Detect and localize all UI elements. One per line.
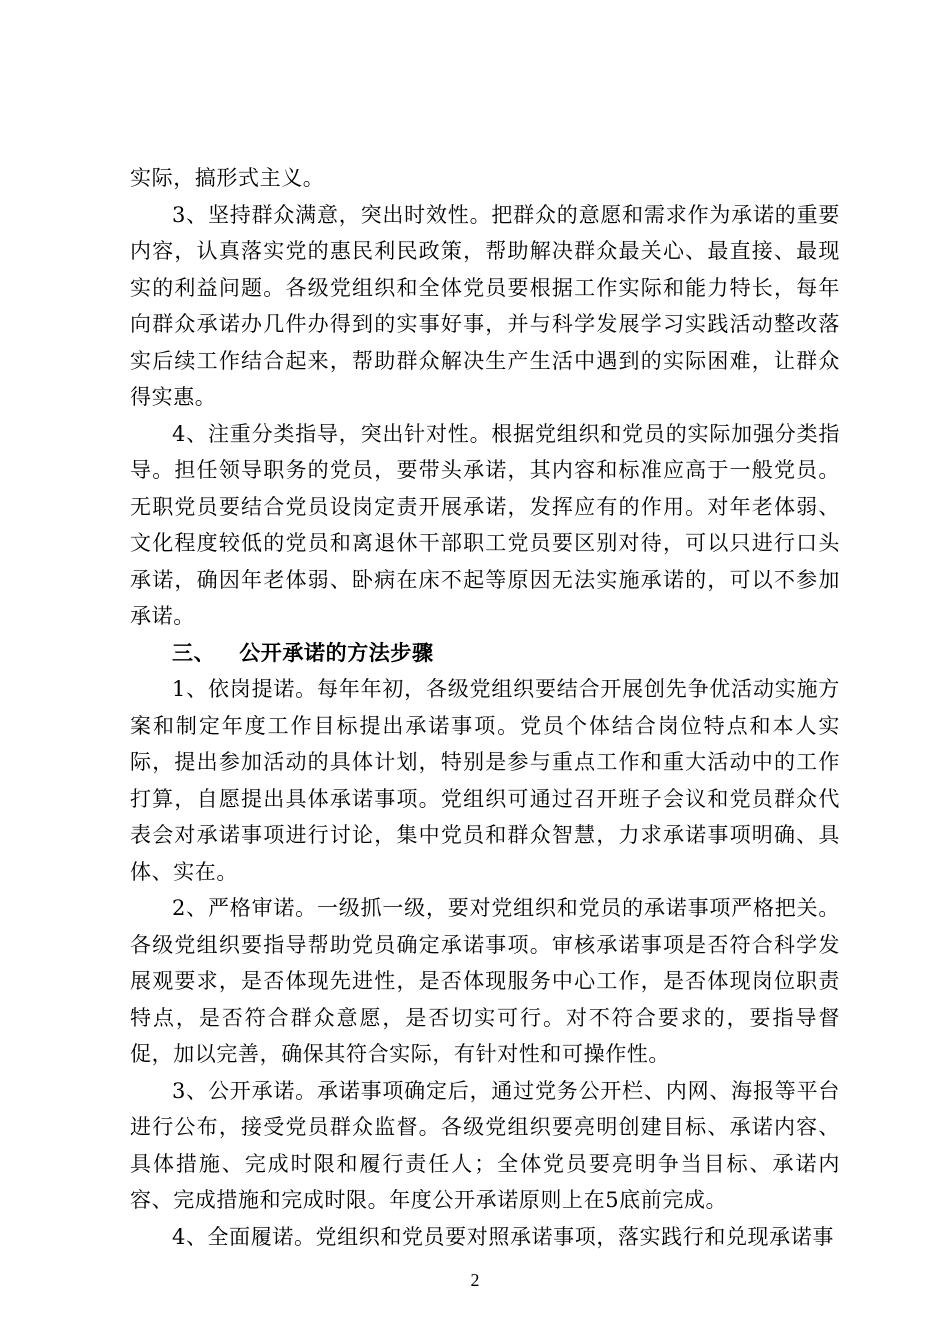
- section-number: 三、: [172, 639, 216, 665]
- step-paragraph-4: 4、全面履诺。党组织和党员要对照承诺事项，落实践行和兑现承诺事: [172, 1224, 834, 1249]
- paragraph-continuation: 实际，搞形式主义。: [130, 166, 325, 190]
- section-title: 公开承诺的方法步骤: [239, 639, 434, 665]
- step-paragraph-3: 3、公开承诺。承诺事项确定后，通过党务公开栏、内网、海报等平台进行公布，接受党员群众监督。各级党组织要亮明创建目标、承诺内容、具体措施、完成时限和履行责任人；全体党员要亮明争当目标、承诺内容、完成措施和完成时限。年度公开承诺原则上在5底前完成。: [130, 1078, 840, 1212]
- page-number: 2: [470, 1270, 480, 1290]
- step-paragraph-1: 1、依岗提诺。每年年初，各级党组织要结合开展创先争优活动实施方案和制定年度工作目标提出承诺事项。党员个体结合岗位特点和本人实际，提出参加活动的具体计划，特别是参与重点工作和重大活动中的工作打算，自愿提出具体承诺事项。党组织可通过召开班子会议和党员群众代表会对承诺事项进行讨论，集中党员和群众智慧，力求承诺事项明确、具体、实在。: [130, 677, 840, 884]
- section-heading: [130, 635, 840, 672]
- document-body: [130, 160, 840, 1255]
- paragraph-item-4: 4、注重分类指导，突出针对性。根据党组织和党员的实际加强分类指导。担任领导职务的党员，要带头承诺，其内容和标准应高于一般党员。无职党员要结合党员设岗定责开展承诺，发挥应有的作用。对年老体弱、文化程度较低的党员和离退休干部职工党员要区别对待，可以只进行口头承诺，确因年老体弱、卧病在床不起等原因无法实施承诺的，可以不参加承诺。: [130, 421, 840, 628]
- paragraph-item-3: 3、坚持群众满意，突出时效性。把群众的意愿和需求作为承诺的重要内容，认真落实党的惠民利民政策，帮助解决群众最关心、最直接、最现实的利益问题。各级党组织和全体党员要根据工作实际和能力特长，每年向群众承诺办几件办得到的实事好事，并与科学发展学习实践活动整改落实后续工作结合起来，帮助群众解决生产生活中遇到的实际困难，让群众得实惠。: [130, 202, 840, 409]
- step-paragraph-2: 2、严格审诺。一级抓一级，要对党组织和党员的承诺事项严格把关。各级党组织要指导帮助党员确定承诺事项。审核承诺事项是否符合科学发展观要求，是否体现先进性，是否体现服务中心工作，是否体现岗位职责特点，是否符合群众意愿，是否切实可行。对不符合要求的，要指导督促，加以完善，确保其符合实际，有针对性和可操作性。: [130, 896, 840, 1066]
